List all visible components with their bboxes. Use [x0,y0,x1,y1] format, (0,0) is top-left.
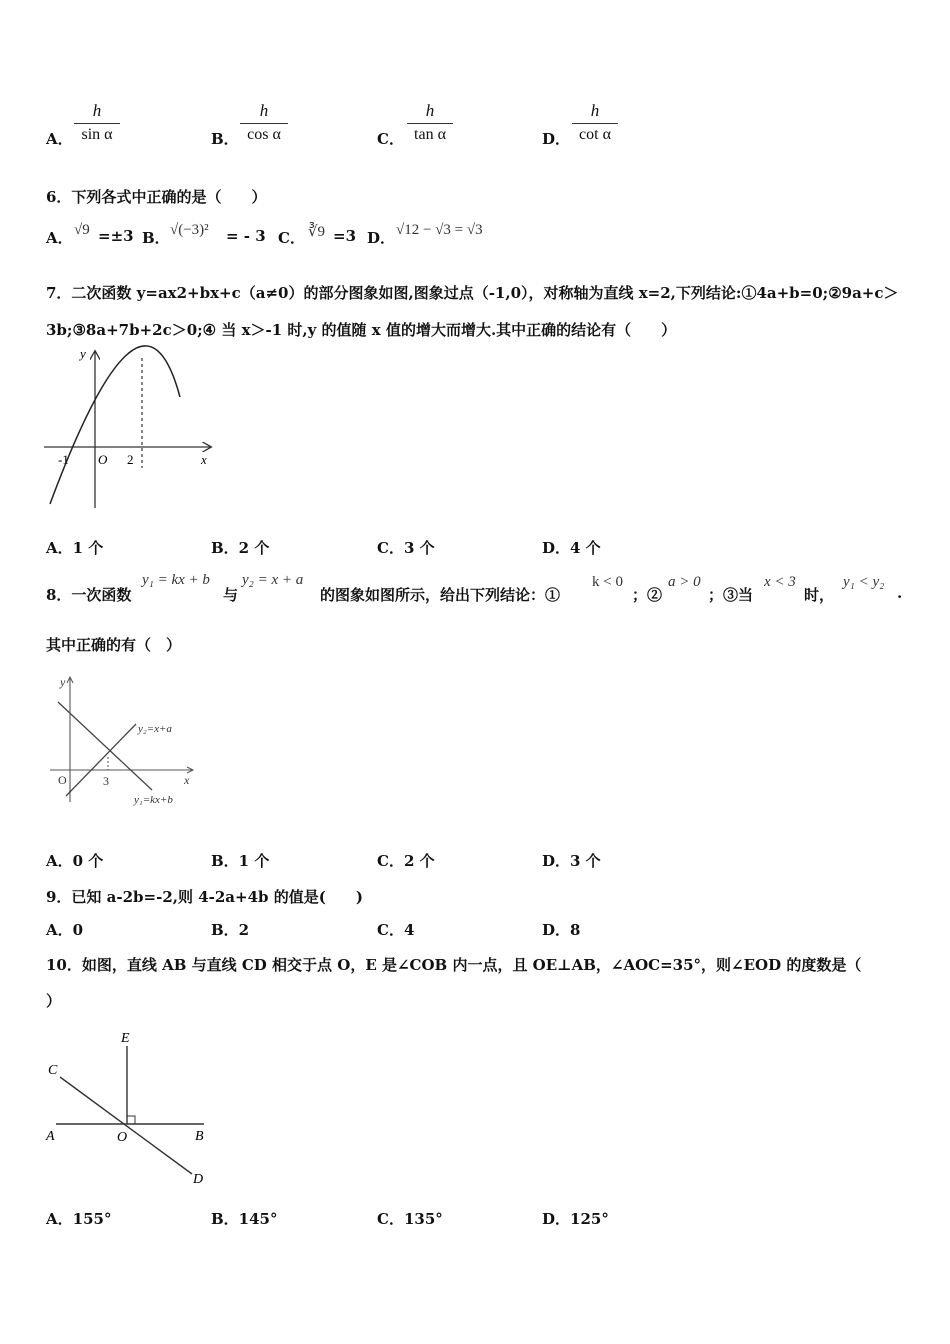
q8-line-y2 [66,724,136,796]
q5-option-c-den: tan α [414,126,446,143]
q8-linear-graph [44,672,204,812]
q8-option-a: A．0 个 [46,852,104,870]
q9-option-a: A．0 [46,921,84,939]
q8-when: 时， [804,586,835,604]
q10-stem-line1: 10．如图，直线 AB 与直线 CD 相交于点 O，E 是∠COB 内一点，且 OE⊥AB，∠AOC=35°，则∠EOD 的度数是（ [46,956,862,974]
q8-line1-label: y₁=kx+b [134,794,173,806]
q9-stem: 9．已知 a-2b=-2,则 4-2a+4b 的值是( ) [46,888,363,906]
q6-option-c-expr: ∛9 [308,224,326,240]
q8-c2: a > 0 [668,574,701,590]
q10-option-b: B．145° [211,1210,278,1228]
q9-option-d: D．8 [542,921,581,939]
q10-option-d: D．125° [542,1210,609,1228]
q5-option-c-num: h [425,101,435,120]
q7-parabola-curve [50,346,180,504]
q6-option-a-result: =±3 [98,227,134,245]
q7-option-b: B．2 个 [211,539,270,557]
q8-x-label: x [184,773,190,787]
q5-option-a-fraction [74,101,120,144]
q5-option-d-num: h [590,101,600,120]
q8-option-c: C．2 个 [377,852,435,870]
q8-sep2: ；③当 [708,586,754,604]
q8-f1: y₁ = kx + b [142,572,210,588]
q10-label-c: C [48,1063,58,1078]
q9-option-b: B．2 [211,921,250,939]
q6-option-b-result: = - 3 [226,227,266,245]
q6-option-b-label: B． [142,229,170,247]
q7-stem-line1: 7．二次函数 y=ax2+bx+c（a≠0）的部分图象如图,图象过点（-1,0），对称轴为直线 x=2,下列结论:①4a+b=0;②9a+c＞ [46,284,899,302]
q5-option-d-letter: D． [542,130,571,148]
q10-lines-figure [40,1022,220,1192]
q5-option-b-den: cos α [247,126,281,143]
q5-option-b-fraction [240,101,288,144]
q10-label-b: B [195,1129,204,1144]
q8-y-label: y [60,675,66,689]
q7-origin-label: O [98,452,108,467]
q8-stem-mid: 的图象如图所示，给出下列结论：① [320,586,561,604]
q7-x-label: x [201,452,207,467]
q8-sep1: ；② [632,586,663,604]
q8-stem-line1 [46,572,926,606]
q8-stem-line2: 其中正确的有（ ） [46,636,182,654]
q8-line2-label: y₂=x+a [138,723,172,735]
q10-right-angle-mark [127,1116,135,1124]
q10-line-cd [60,1077,192,1174]
q6-option-a-expr: √9 [74,222,90,238]
q10-label-e: E [121,1031,130,1046]
q7-option-d: D．4 个 [542,539,601,557]
q8-c3: x < 3 [764,574,796,590]
q7-neg-one-label: -1 [58,452,69,467]
q8-c4: y₁ < y₂ [843,574,885,590]
q6-options [46,222,606,248]
q5-option-d-fraction [572,101,618,144]
q7-parabola-graph [40,342,220,512]
q7-option-c: C．3 个 [377,539,435,557]
q8-stem-prefix: 8．一次函数 [46,586,132,604]
q10-option-c: C．135° [377,1210,443,1228]
q10-label-d: D [193,1172,204,1187]
q6-option-d-label: D． [367,229,396,247]
q10-option-a: A．155° [46,1210,112,1228]
q6-option-c-result: =3 [333,227,357,245]
q7-stem-line2: 3b;③8a+7b+2c＞0;④ 当 x＞-1 时,y 的值随 x 值的增大而增大.其中正确的结论有（ ） [46,321,677,339]
q6-stem: 6．下列各式中正确的是（ ） [46,188,267,206]
q8-origin-label: O [58,773,67,787]
q5-option-c-letter: C． [377,130,404,148]
q8-c1: k < 0 [592,574,623,590]
q8-option-d: D．3 个 [542,852,601,870]
q8-option-b: B．1 个 [211,852,270,870]
q8-f2: y₂ = x + a [242,572,304,588]
q8-connector: 与 [223,586,239,604]
q8-three-label: 3 [103,774,109,788]
q10-stem-line2: ） [46,992,62,1010]
q5-option-b-num: h [259,101,269,120]
q5-option-c-fraction [407,101,453,144]
q6-option-b-expr: √(−3)² [170,222,209,238]
q6-option-c-label: C． [278,229,305,247]
q10-label-o: O [117,1130,128,1145]
q8-period: . [897,584,903,602]
q7-two-label: 2 [127,452,134,467]
q5-option-b-letter: B． [211,130,239,148]
q5-option-a-letter: A． [46,130,73,148]
q5-option-a-den: sin α [81,126,113,143]
q7-y-label: y [80,346,86,361]
q7-option-a: A．1 个 [46,539,104,557]
q6-option-a-label: A． [46,229,73,247]
q10-label-a: A [46,1129,55,1144]
q5-option-a-num: h [92,101,102,120]
q6-option-d-expr: √12 − √3 = √3 [396,222,483,238]
q9-option-c: C．4 [377,921,415,939]
q5-option-d-den: cot α [579,126,611,143]
